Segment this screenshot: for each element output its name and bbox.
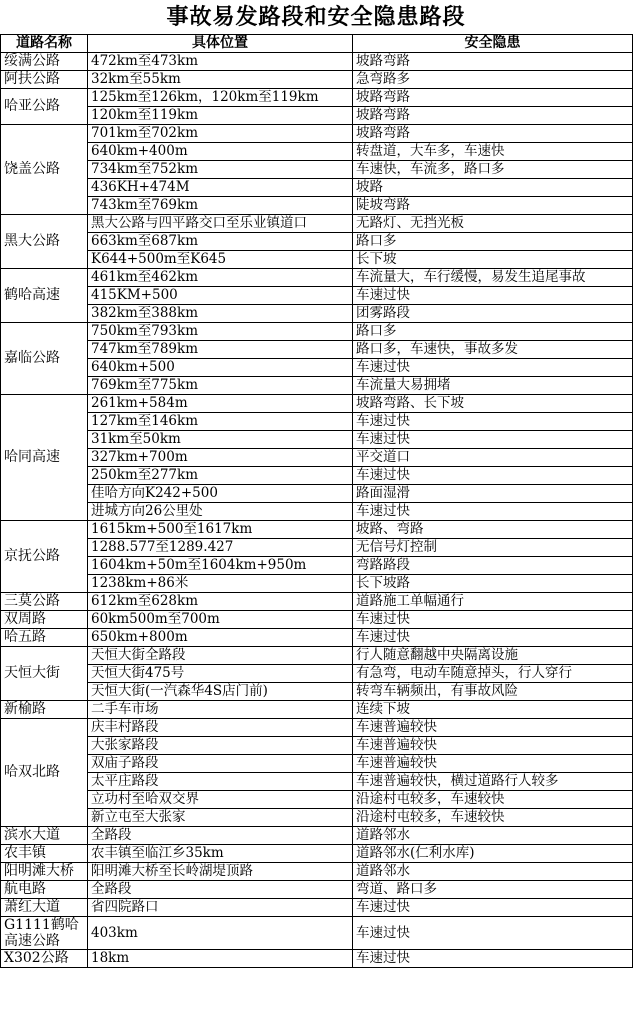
table-row <box>1 341 633 359</box>
road-name-cell: 萧红大道 <box>1 899 88 917</box>
location-cell: 庆丰村路段 <box>88 719 353 737</box>
road-name-cell: 双周路 <box>1 611 88 629</box>
road-name-cell: 哈同高速 <box>1 395 88 521</box>
table-row <box>1 197 633 215</box>
road-name-cell: 阳明滩大桥 <box>1 863 88 881</box>
location-cell: 进城方向26公里处 <box>88 503 353 521</box>
table-row <box>1 161 633 179</box>
table-row <box>1 107 633 125</box>
table-row <box>1 845 633 863</box>
hazard-cell: 长下坡路 <box>353 575 633 593</box>
hazard-cell: 车速过快 <box>353 287 633 305</box>
road-name-cell: 黑大公路 <box>1 215 88 269</box>
hazard-cell: 车速普遍较快 <box>353 719 633 737</box>
hazard-cell: 陡坡弯路 <box>353 197 633 215</box>
road-name-cell: 京抚公路 <box>1 521 88 593</box>
hazard-cell: 坡路弯路 <box>353 107 633 125</box>
hazard-cell: 道路邻水(仁利水库) <box>353 845 633 863</box>
location-cell: 127km至146km <box>88 413 353 431</box>
hazard-cell: 车流量大，车行缓慢，易发生追尾事故 <box>353 269 633 287</box>
location-cell: 18km <box>88 950 353 968</box>
road-name-cell: 三莫公路 <box>1 593 88 611</box>
hazard-cell: 坡路 <box>353 179 633 197</box>
hazard-cell: 车速过快 <box>353 359 633 377</box>
table-row <box>1 449 633 467</box>
table-row <box>1 431 633 449</box>
hazard-cell: 转盘道，大车多，车速快 <box>353 143 633 161</box>
location-cell: 1604km+50m至1604km+950m <box>88 557 353 575</box>
hazard-cell: 无信号灯控制 <box>353 539 633 557</box>
hazard-cell: 道路邻水 <box>353 827 633 845</box>
hazard-cell: 坡路弯路 <box>353 53 633 71</box>
location-cell: 250km至277km <box>88 467 353 485</box>
hazard-cell: 车速过快 <box>353 467 633 485</box>
hazard-cell: 车速过快 <box>353 917 633 950</box>
header-location: 具体位置 <box>88 35 353 53</box>
location-cell: 640km+400m <box>88 143 353 161</box>
location-cell: 省四院路口 <box>88 899 353 917</box>
road-name-cell: 绥满公路 <box>1 53 88 71</box>
table-row <box>1 755 633 773</box>
location-cell: 阳明滩大桥至长岭湖堤顶路 <box>88 863 353 881</box>
road-name-cell: X302公路 <box>1 950 88 968</box>
hazard-cell: 道路邻水 <box>353 863 633 881</box>
hazard-cell: 路口多 <box>353 233 633 251</box>
table-row <box>1 809 633 827</box>
hazard-cell: 坡路弯路、长下坡 <box>353 395 633 413</box>
page-title: 事故易发路段和安全隐患路段 <box>166 4 466 30</box>
table-row <box>1 773 633 791</box>
location-cell: 黑大公路与四平路交口至乐业镇道口 <box>88 215 353 233</box>
hazard-cell: 坡路、弯路 <box>353 521 633 539</box>
location-cell: 472km至473km <box>88 53 353 71</box>
location-cell: 415KM+500 <box>88 287 353 305</box>
location-cell: 1238km+86米 <box>88 575 353 593</box>
table-row <box>1 71 633 89</box>
hazard-cell: 车速过快 <box>353 413 633 431</box>
location-cell: 734km至752km <box>88 161 353 179</box>
hazard-cell: 车速普遍较快，横过道路行人较多 <box>353 773 633 791</box>
location-cell: 立功村至哈双交界 <box>88 791 353 809</box>
table-row <box>1 950 633 968</box>
table-row <box>1 521 633 539</box>
road-name-cell: 鹤哈高速 <box>1 269 88 323</box>
table-row <box>1 881 633 899</box>
road-name-cell: 哈双北路 <box>1 719 88 827</box>
location-cell: 1615km+500至1617km <box>88 521 353 539</box>
hazard-cell: 车速过快 <box>353 611 633 629</box>
table-row <box>1 575 633 593</box>
table-row <box>1 899 633 917</box>
location-cell: 747km至789km <box>88 341 353 359</box>
location-cell: 769km至775km <box>88 377 353 395</box>
location-cell: 750km至793km <box>88 323 353 341</box>
location-cell: 31km至50km <box>88 431 353 449</box>
table-row <box>1 179 633 197</box>
hazard-cell: 路面湿滑 <box>353 485 633 503</box>
location-cell: 天恒大街475号 <box>88 665 353 683</box>
road-name-cell: 农丰镇 <box>1 845 88 863</box>
hazard-cell: 路口多，车速快，事故多发 <box>353 341 633 359</box>
location-cell: 261km+584m <box>88 395 353 413</box>
table-row <box>1 233 633 251</box>
road-name-cell: 航电路 <box>1 881 88 899</box>
location-cell: 天恒大街全路段 <box>88 647 353 665</box>
hazard-cell: 坡路弯路 <box>353 89 633 107</box>
table-row <box>1 629 633 647</box>
table-row <box>1 143 633 161</box>
location-cell: 佳哈方向K242+500 <box>88 485 353 503</box>
hazard-table <box>0 34 633 968</box>
table-row <box>1 89 633 107</box>
table-body <box>1 53 633 968</box>
table-row <box>1 539 633 557</box>
location-cell: 120km至119km <box>88 107 353 125</box>
table-row <box>1 593 633 611</box>
hazard-cell: 坡路弯路 <box>353 125 633 143</box>
table-row <box>1 305 633 323</box>
location-cell: 大张家路段 <box>88 737 353 755</box>
location-cell: 640km+500 <box>88 359 353 377</box>
location-cell: 125km至126km，120km至119km <box>88 89 353 107</box>
header-road-name: 道路名称 <box>1 35 88 53</box>
table-row <box>1 125 633 143</box>
road-name-cell: 哈五路 <box>1 629 88 647</box>
hazard-cell: 有急弯，电动车随意掉头，行人穿行 <box>353 665 633 683</box>
hazard-cell: 车速普遍较快 <box>353 755 633 773</box>
hazard-cell: 弯道、路口多 <box>353 881 633 899</box>
location-cell: 新立屯至大张家 <box>88 809 353 827</box>
hazard-cell: 弯路路段 <box>353 557 633 575</box>
table-row <box>1 503 633 521</box>
table-row <box>1 791 633 809</box>
table-row <box>1 395 633 413</box>
road-name-cell: 新榆路 <box>1 701 88 719</box>
hazard-cell: 车速快，车流多，路口多 <box>353 161 633 179</box>
location-cell: 461km至462km <box>88 269 353 287</box>
hazard-cell: 急弯路多 <box>353 71 633 89</box>
road-name-cell: 滨水大道 <box>1 827 88 845</box>
hazard-cell: 平交道口 <box>353 449 633 467</box>
table-row <box>1 719 633 737</box>
hazard-cell: 车速过快 <box>353 899 633 917</box>
hazard-cell: 团雾路段 <box>353 305 633 323</box>
table-row <box>1 647 633 665</box>
hazard-cell: 行人随意翻越中央隔离设施 <box>353 647 633 665</box>
hazard-cell: 连续下坡 <box>353 701 633 719</box>
table-row <box>1 467 633 485</box>
table-row <box>1 323 633 341</box>
table-row <box>1 377 633 395</box>
table-row <box>1 269 633 287</box>
hazard-cell: 路口多 <box>353 323 633 341</box>
road-name-cell: 哈亚公路 <box>1 89 88 125</box>
hazard-cell: 车速过快 <box>353 629 633 647</box>
table-row <box>1 701 633 719</box>
hazard-cell: 转弯车辆频出，有事故风险 <box>353 683 633 701</box>
location-cell: K644+500m至K645 <box>88 251 353 269</box>
location-cell: 太平庄路段 <box>88 773 353 791</box>
location-cell: 663km至687km <box>88 233 353 251</box>
location-cell: 全路段 <box>88 881 353 899</box>
table-row <box>1 485 633 503</box>
table-row <box>1 917 633 950</box>
table-row <box>1 413 633 431</box>
table-row <box>1 215 633 233</box>
location-cell: 701km至702km <box>88 125 353 143</box>
hazard-cell: 车速过快 <box>353 503 633 521</box>
location-cell: 32km至55km <box>88 71 353 89</box>
header-hazard: 安全隐患 <box>353 35 633 53</box>
location-cell: 612km至628km <box>88 593 353 611</box>
table-row <box>1 359 633 377</box>
location-cell: 二手车市场 <box>88 701 353 719</box>
hazard-cell: 车速过快 <box>353 431 633 449</box>
hazard-cell: 车速过快 <box>353 950 633 968</box>
hazard-cell: 道路施工单幅通行 <box>353 593 633 611</box>
hazard-cell: 无路灯、无挡光板 <box>353 215 633 233</box>
table-row <box>1 287 633 305</box>
location-cell: 650km+800m <box>88 629 353 647</box>
location-cell: 327km+700m <box>88 449 353 467</box>
hazard-cell: 车流量大易拥堵 <box>353 377 633 395</box>
location-cell: 全路段 <box>88 827 353 845</box>
location-cell: 1288.577至1289.427 <box>88 539 353 557</box>
location-cell: 双庙子路段 <box>88 755 353 773</box>
table-row <box>1 737 633 755</box>
location-cell: 403km <box>88 917 353 950</box>
location-cell: 436KH+474M <box>88 179 353 197</box>
location-cell: 60km500m至700m <box>88 611 353 629</box>
table-row <box>1 683 633 701</box>
hazard-cell: 沿途村屯较多，车速较快 <box>353 791 633 809</box>
hazard-cell: 沿途村屯较多，车速较快 <box>353 809 633 827</box>
road-name-cell: 嘉临公路 <box>1 323 88 395</box>
table-row <box>1 611 633 629</box>
location-cell: 农丰镇至临江乡35km <box>88 845 353 863</box>
road-name-cell: G1111鹤哈高速公路 <box>1 917 88 950</box>
table-row <box>1 53 633 71</box>
table-row <box>1 863 633 881</box>
location-cell: 382km至388km <box>88 305 353 323</box>
road-name-cell: 阿扶公路 <box>1 71 88 89</box>
road-name-cell: 天恒大街 <box>1 647 88 701</box>
table-row <box>1 827 633 845</box>
table-row <box>1 251 633 269</box>
table-row <box>1 665 633 683</box>
header-row <box>1 35 633 53</box>
location-cell: 天恒大街(一汽森华4S店门前) <box>88 683 353 701</box>
location-cell: 743km至769km <box>88 197 353 215</box>
hazard-cell: 长下坡 <box>353 251 633 269</box>
hazard-cell: 车速普遍较快 <box>353 737 633 755</box>
road-name-cell: 饶盖公路 <box>1 125 88 215</box>
table-row <box>1 557 633 575</box>
